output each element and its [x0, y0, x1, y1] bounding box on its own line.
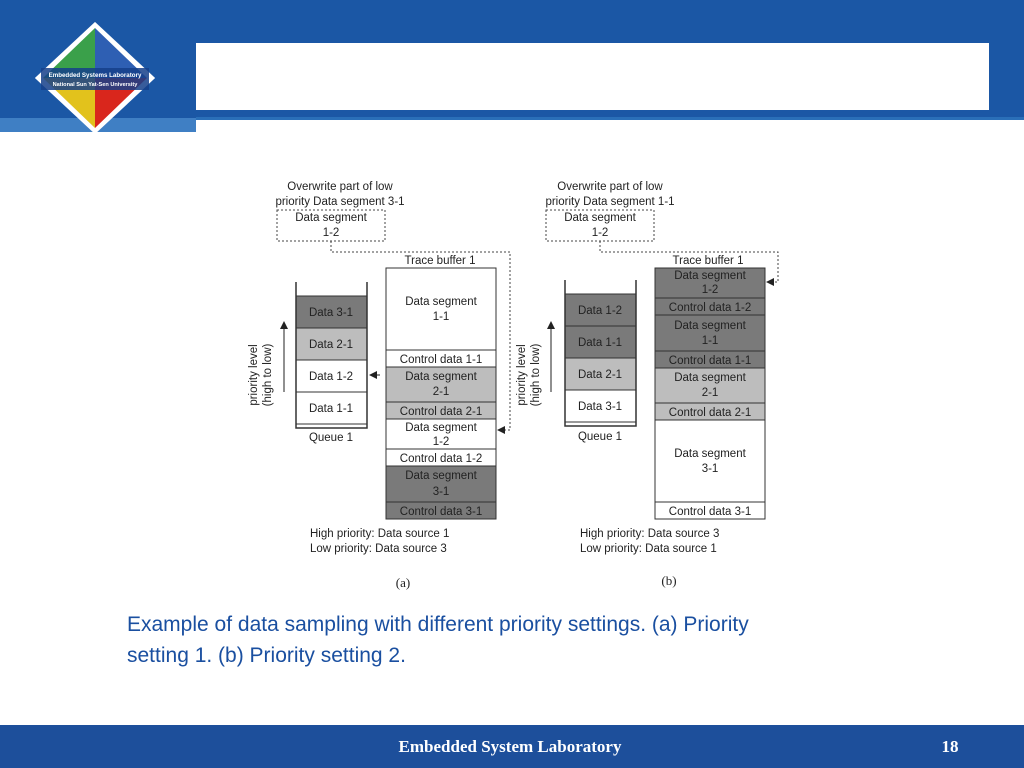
caption-line2: setting 1. (b) Priority setting 2. — [127, 644, 406, 667]
caption-line1: Example of data sampling with different priority settings. (a) Priority — [127, 613, 749, 636]
panel-a-buffer-text: Control data 1-1 — [399, 354, 483, 366]
panel-b-low-priority: Low priority: Data source 1 — [580, 543, 717, 555]
panel-a-queue-item-label: Data 1-1 — [308, 403, 354, 415]
panel-a-queue-item-label: Data 1-2 — [308, 371, 354, 383]
panel-a-buffer-text: 1-2 — [432, 436, 450, 448]
panel-b-buffer-text: 3-1 — [701, 463, 719, 475]
panel-b-trace-label: Trace buffer 1 — [672, 255, 744, 267]
panel-b-queue-item-label: Data 1-1 — [577, 337, 623, 349]
panel-a-buffer-text: Data segment — [405, 371, 477, 383]
panel-a-buffer-segment — [386, 268, 496, 350]
panel-b-buffer-text: Data segment — [674, 270, 746, 282]
panel-b-queue — [565, 280, 636, 443]
panel-a-queue — [296, 282, 367, 444]
lab-logo — [35, 22, 155, 134]
panel-a-queue-label: Queue 1 — [308, 432, 354, 444]
panel-a-axis-line2: (high to low) — [262, 343, 274, 407]
panel-a — [248, 181, 510, 590]
panel-b-buffer-text: 1-2 — [701, 284, 719, 296]
panel-b-buffer-text: Data segment — [674, 320, 746, 332]
panel-a-high-priority: High priority: Data source 1 — [310, 528, 450, 540]
panel-a-trace-buffer — [386, 268, 496, 519]
panel-b-buffer-text: Data segment — [674, 372, 746, 384]
panel-b-high-priority: High priority: Data source 3 — [580, 528, 720, 540]
panel-a-overwrite-seg-line1: Data segment — [295, 212, 367, 224]
panel-a-axis-line1: priority level — [248, 344, 260, 406]
logo-line1: Embedded Systems Laboratory — [48, 72, 142, 79]
panel-b-buffer-text: Control data 1-1 — [668, 355, 752, 367]
panel-a-trace-label: Trace buffer 1 — [404, 255, 476, 267]
figure-caption — [127, 609, 917, 671]
panel-b-axis-line1: priority level — [516, 344, 528, 406]
panel-b-overwrite-line2: priority Data segment 1-1 — [545, 196, 675, 208]
panel-a-buffer-text: 3-1 — [432, 486, 450, 498]
panel-a-buffer-text: Control data 2-1 — [399, 406, 483, 418]
header-divider-line — [196, 117, 1024, 120]
logo-line2: National Sun Yat-Sen University — [52, 82, 138, 88]
panel-b-buffer-segment — [655, 420, 765, 502]
panel-b-queue-item-label: Data 2-1 — [577, 369, 623, 381]
panel-b-overwrite-seg-line1: Data segment — [564, 212, 636, 224]
panel-a-buffer-text: Data segment — [405, 296, 477, 308]
panel-b-queue-item-label: Data 1-2 — [577, 305, 623, 317]
panel-b-buffer-text: Control data 2-1 — [668, 407, 752, 419]
priority-diagram — [240, 170, 800, 595]
panel-b-buffer-text: Control data 3-1 — [668, 506, 752, 518]
header-title-area — [196, 43, 989, 110]
panel-b-axis-line2: (high to low) — [530, 343, 542, 407]
panel-b-queue-item-label: Data 3-1 — [577, 401, 623, 413]
panel-a-queue-item-label: Data 2-1 — [308, 339, 354, 351]
panel-a-queue-item-label: Data 3-1 — [308, 307, 354, 319]
panel-a-overwrite-line2: priority Data segment 3-1 — [275, 196, 405, 208]
panel-a-label: (a) — [395, 575, 411, 590]
panel-b-buffer-text: 1-1 — [701, 335, 719, 347]
panel-b-queue-label: Queue 1 — [577, 431, 623, 443]
panel-a-overwrite-line1: Overwrite part of low — [287, 181, 393, 193]
panel-b-buffer-text: Control data 1-2 — [668, 302, 752, 314]
panel-a-overwrite-seg-line2: 1-2 — [322, 227, 340, 239]
panel-b-buffer-text: Data segment — [674, 448, 746, 460]
panel-a-low-priority: Low priority: Data source 3 — [310, 543, 447, 555]
panel-b-overwrite-line1: Overwrite part of low — [557, 181, 663, 193]
panel-b-trace-buffer — [655, 268, 765, 519]
panel-a-buffer-text: 2-1 — [432, 386, 450, 398]
panel-a-buffer-text: Data segment — [405, 470, 477, 482]
panel-a-buffer-text: 1-1 — [432, 311, 450, 323]
panel-a-buffer-text: Control data 1-2 — [399, 453, 483, 465]
footer-title: Embedded System Laboratory — [398, 737, 622, 756]
panel-b — [516, 181, 778, 588]
panel-b-overwrite-seg-line2: 1-2 — [591, 227, 609, 239]
page-number: 18 — [941, 737, 959, 756]
panel-a-buffer-text: Control data 3-1 — [399, 506, 483, 518]
panel-b-buffer-text: 2-1 — [701, 387, 719, 399]
panel-a-buffer-text: Data segment — [405, 422, 477, 434]
panel-b-label: (b) — [661, 573, 677, 588]
